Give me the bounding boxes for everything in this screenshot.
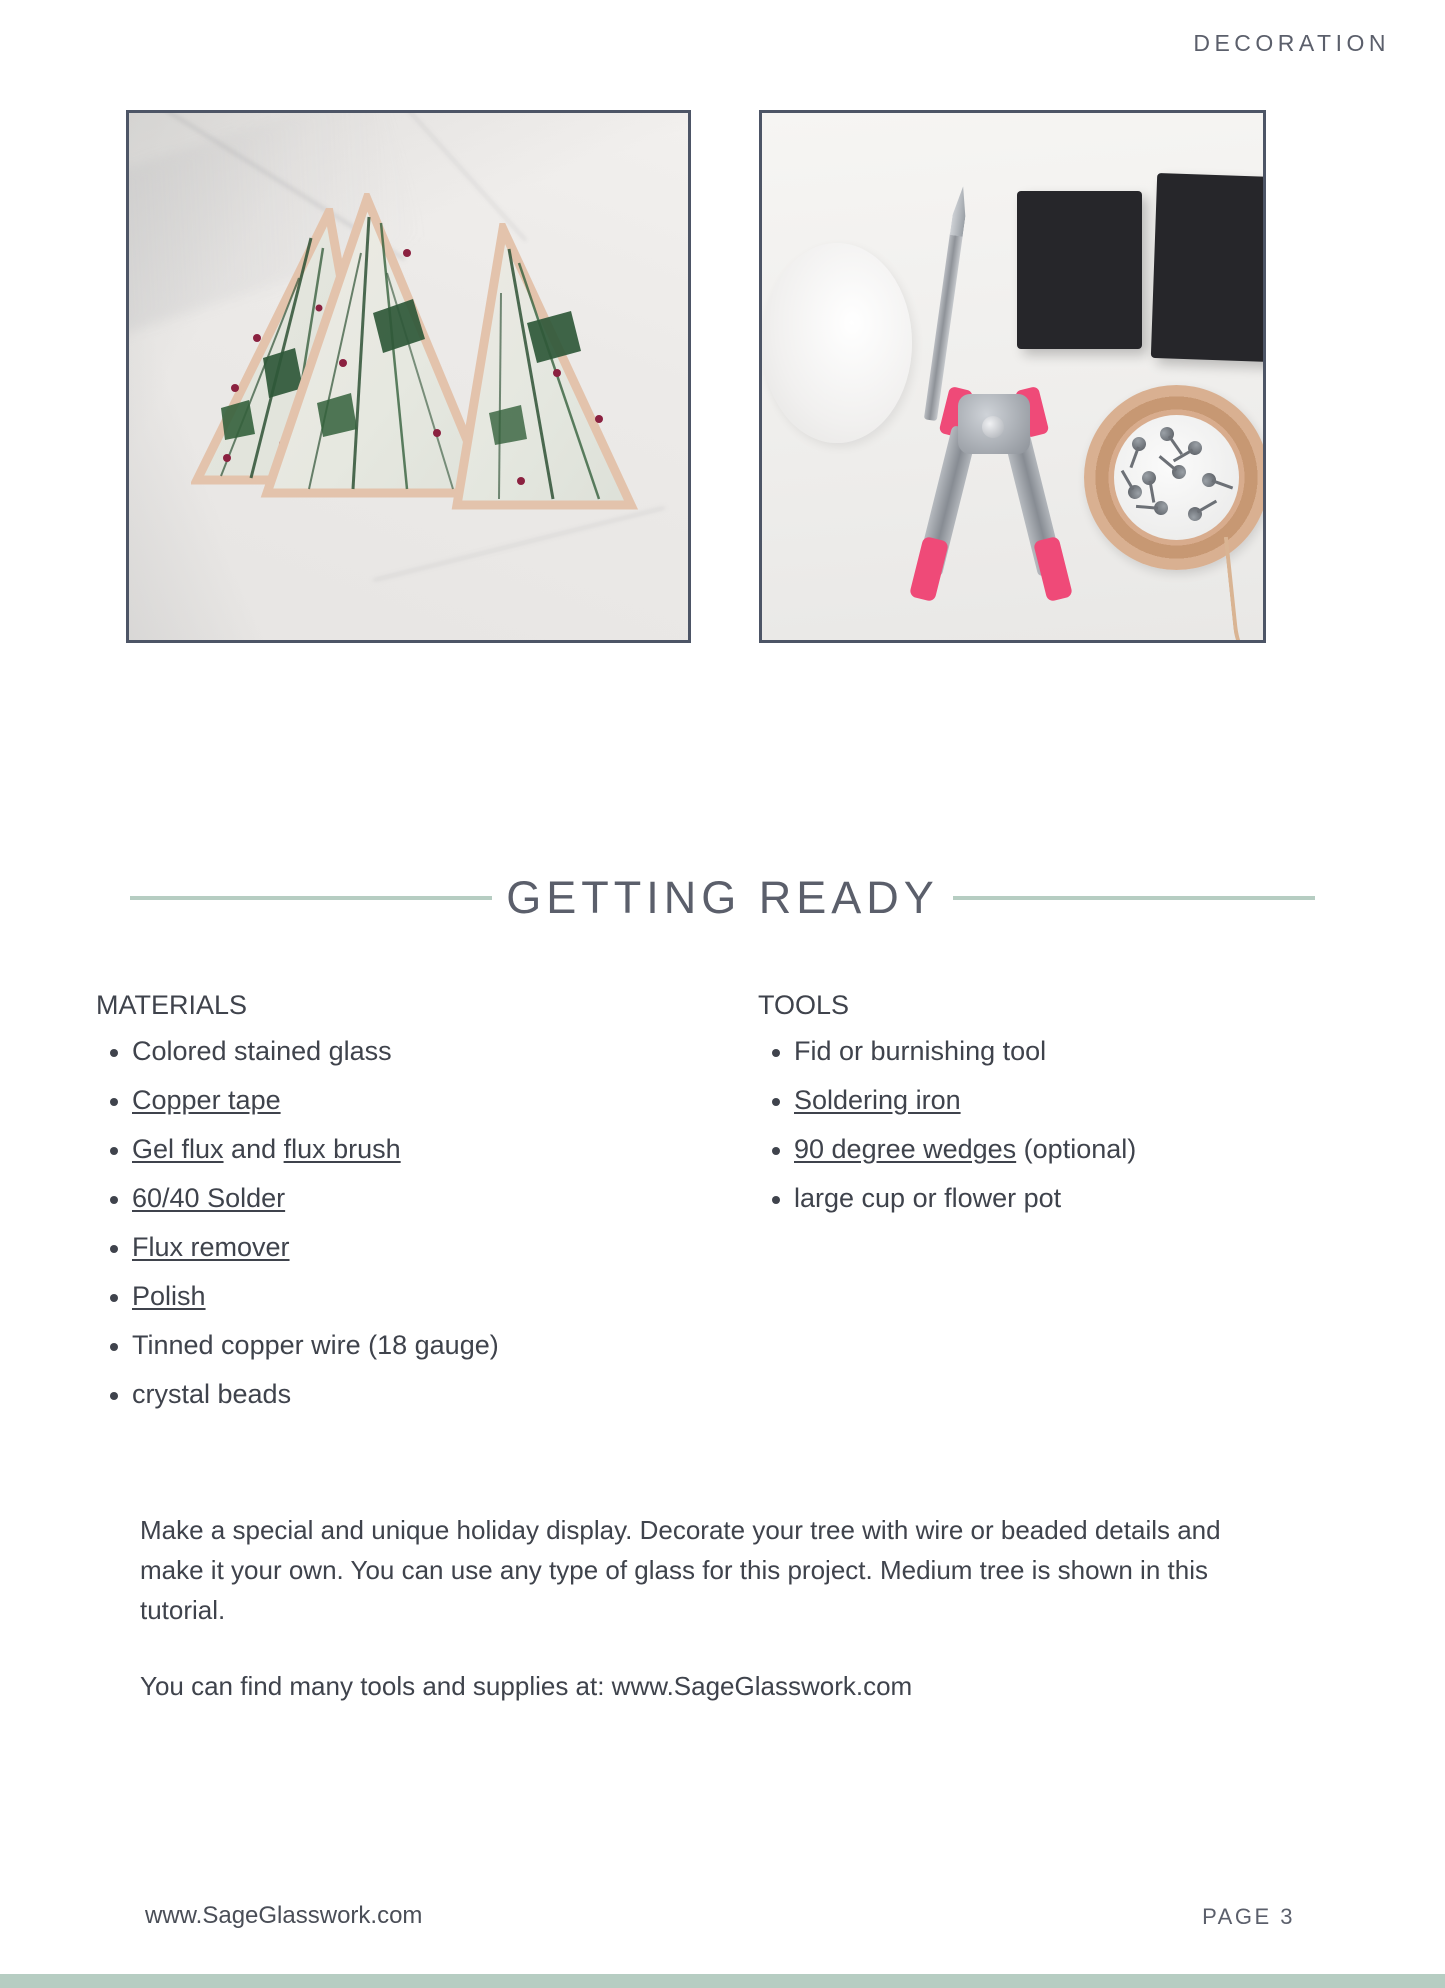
- push-pin: [1141, 470, 1157, 486]
- glass-tree-right: [449, 223, 639, 523]
- material-link-gel-flux[interactable]: Gel flux: [132, 1134, 224, 1164]
- list-item: [132, 1370, 736, 1419]
- tools-list: [758, 1027, 1378, 1223]
- push-pin: [1153, 500, 1168, 515]
- white-bowl: [762, 243, 912, 443]
- materials-heading: MATERIALS: [96, 990, 248, 1020]
- material-label: Colored stained glass: [132, 1036, 392, 1066]
- push-pin: [1200, 471, 1218, 489]
- tape-roll-center: [1114, 415, 1239, 540]
- material-link[interactable]: Copper tape: [132, 1085, 281, 1115]
- section-title: GETTING READY: [506, 872, 939, 923]
- material-link[interactable]: Flux remover: [132, 1232, 290, 1262]
- tools-heading: TOOLS: [758, 990, 850, 1020]
- section-rule-left: [130, 896, 492, 900]
- push-pin: [1130, 435, 1148, 453]
- tools-supplies-photo: [759, 110, 1266, 643]
- intro-paragraph: Make a special and unique holiday display. Decorate your tree with wire or beaded details and make it your own. You can use any type of glass for this project. Medium tree is shown in this tutorial.: [140, 1515, 1221, 1625]
- photo-row: [126, 110, 1266, 645]
- footer-accent-band: [0, 1974, 1445, 1988]
- material-label: Tinned copper wire (18 gauge): [132, 1330, 499, 1360]
- supplies-paragraph: You can find many tools and supplies at: www.SageGlasswork.com: [140, 1671, 913, 1701]
- foam-block-1: [1017, 191, 1142, 349]
- tool-label: Fid or burnishing tool: [794, 1036, 1047, 1066]
- tools-column: [758, 990, 1378, 1223]
- list-item: [794, 1174, 1378, 1223]
- push-pin: [1185, 504, 1204, 523]
- materials-list: [96, 1027, 736, 1419]
- page-footer: [0, 1902, 1445, 1942]
- section-title-row: [0, 872, 1445, 924]
- material-link[interactable]: Polish: [132, 1281, 206, 1311]
- list-item[interactable]: [132, 1174, 736, 1223]
- page-category-header: DECORATION: [1193, 30, 1390, 56]
- clamp-pivot-pin: [982, 416, 1004, 438]
- list-item[interactable]: [132, 1223, 736, 1272]
- push-pin: [1185, 438, 1204, 457]
- list-item[interactable]: [132, 1076, 736, 1125]
- push-pin: [1169, 462, 1189, 482]
- material-link[interactable]: 60/40 Solder: [132, 1183, 286, 1213]
- list-item[interactable]: Gel flux and flux brush: [132, 1125, 736, 1174]
- footer-page-number: PAGE 3: [1202, 1904, 1295, 1929]
- footer-website[interactable]: www.SageGlasswork.com: [145, 1902, 423, 1929]
- list-item[interactable]: 90 degree wedges (optional): [794, 1125, 1378, 1174]
- material-label: crystal beads: [132, 1379, 292, 1409]
- stained-glass-trees-photo: [126, 110, 691, 643]
- tool-link-wedges[interactable]: 90 degree wedges: [794, 1134, 1017, 1164]
- foam-block-2: [1151, 173, 1266, 362]
- materials-column: [96, 990, 736, 1419]
- list-item: [794, 1027, 1378, 1076]
- section-rule-right: [953, 896, 1315, 900]
- tool-label: large cup or flower pot: [794, 1183, 1062, 1213]
- push-pin: [1157, 424, 1176, 443]
- material-link-flux-brush[interactable]: flux brush: [283, 1134, 401, 1164]
- list-item[interactable]: [794, 1076, 1378, 1125]
- body-copy: [140, 1510, 1270, 1706]
- spring-clamp: [912, 388, 1077, 593]
- list-item: [132, 1321, 736, 1370]
- push-pin: [1125, 482, 1144, 501]
- list-item: [132, 1027, 736, 1076]
- list-item[interactable]: [132, 1272, 736, 1321]
- tool-link[interactable]: Soldering iron: [794, 1085, 961, 1115]
- clamp-grip-right: [1033, 536, 1073, 602]
